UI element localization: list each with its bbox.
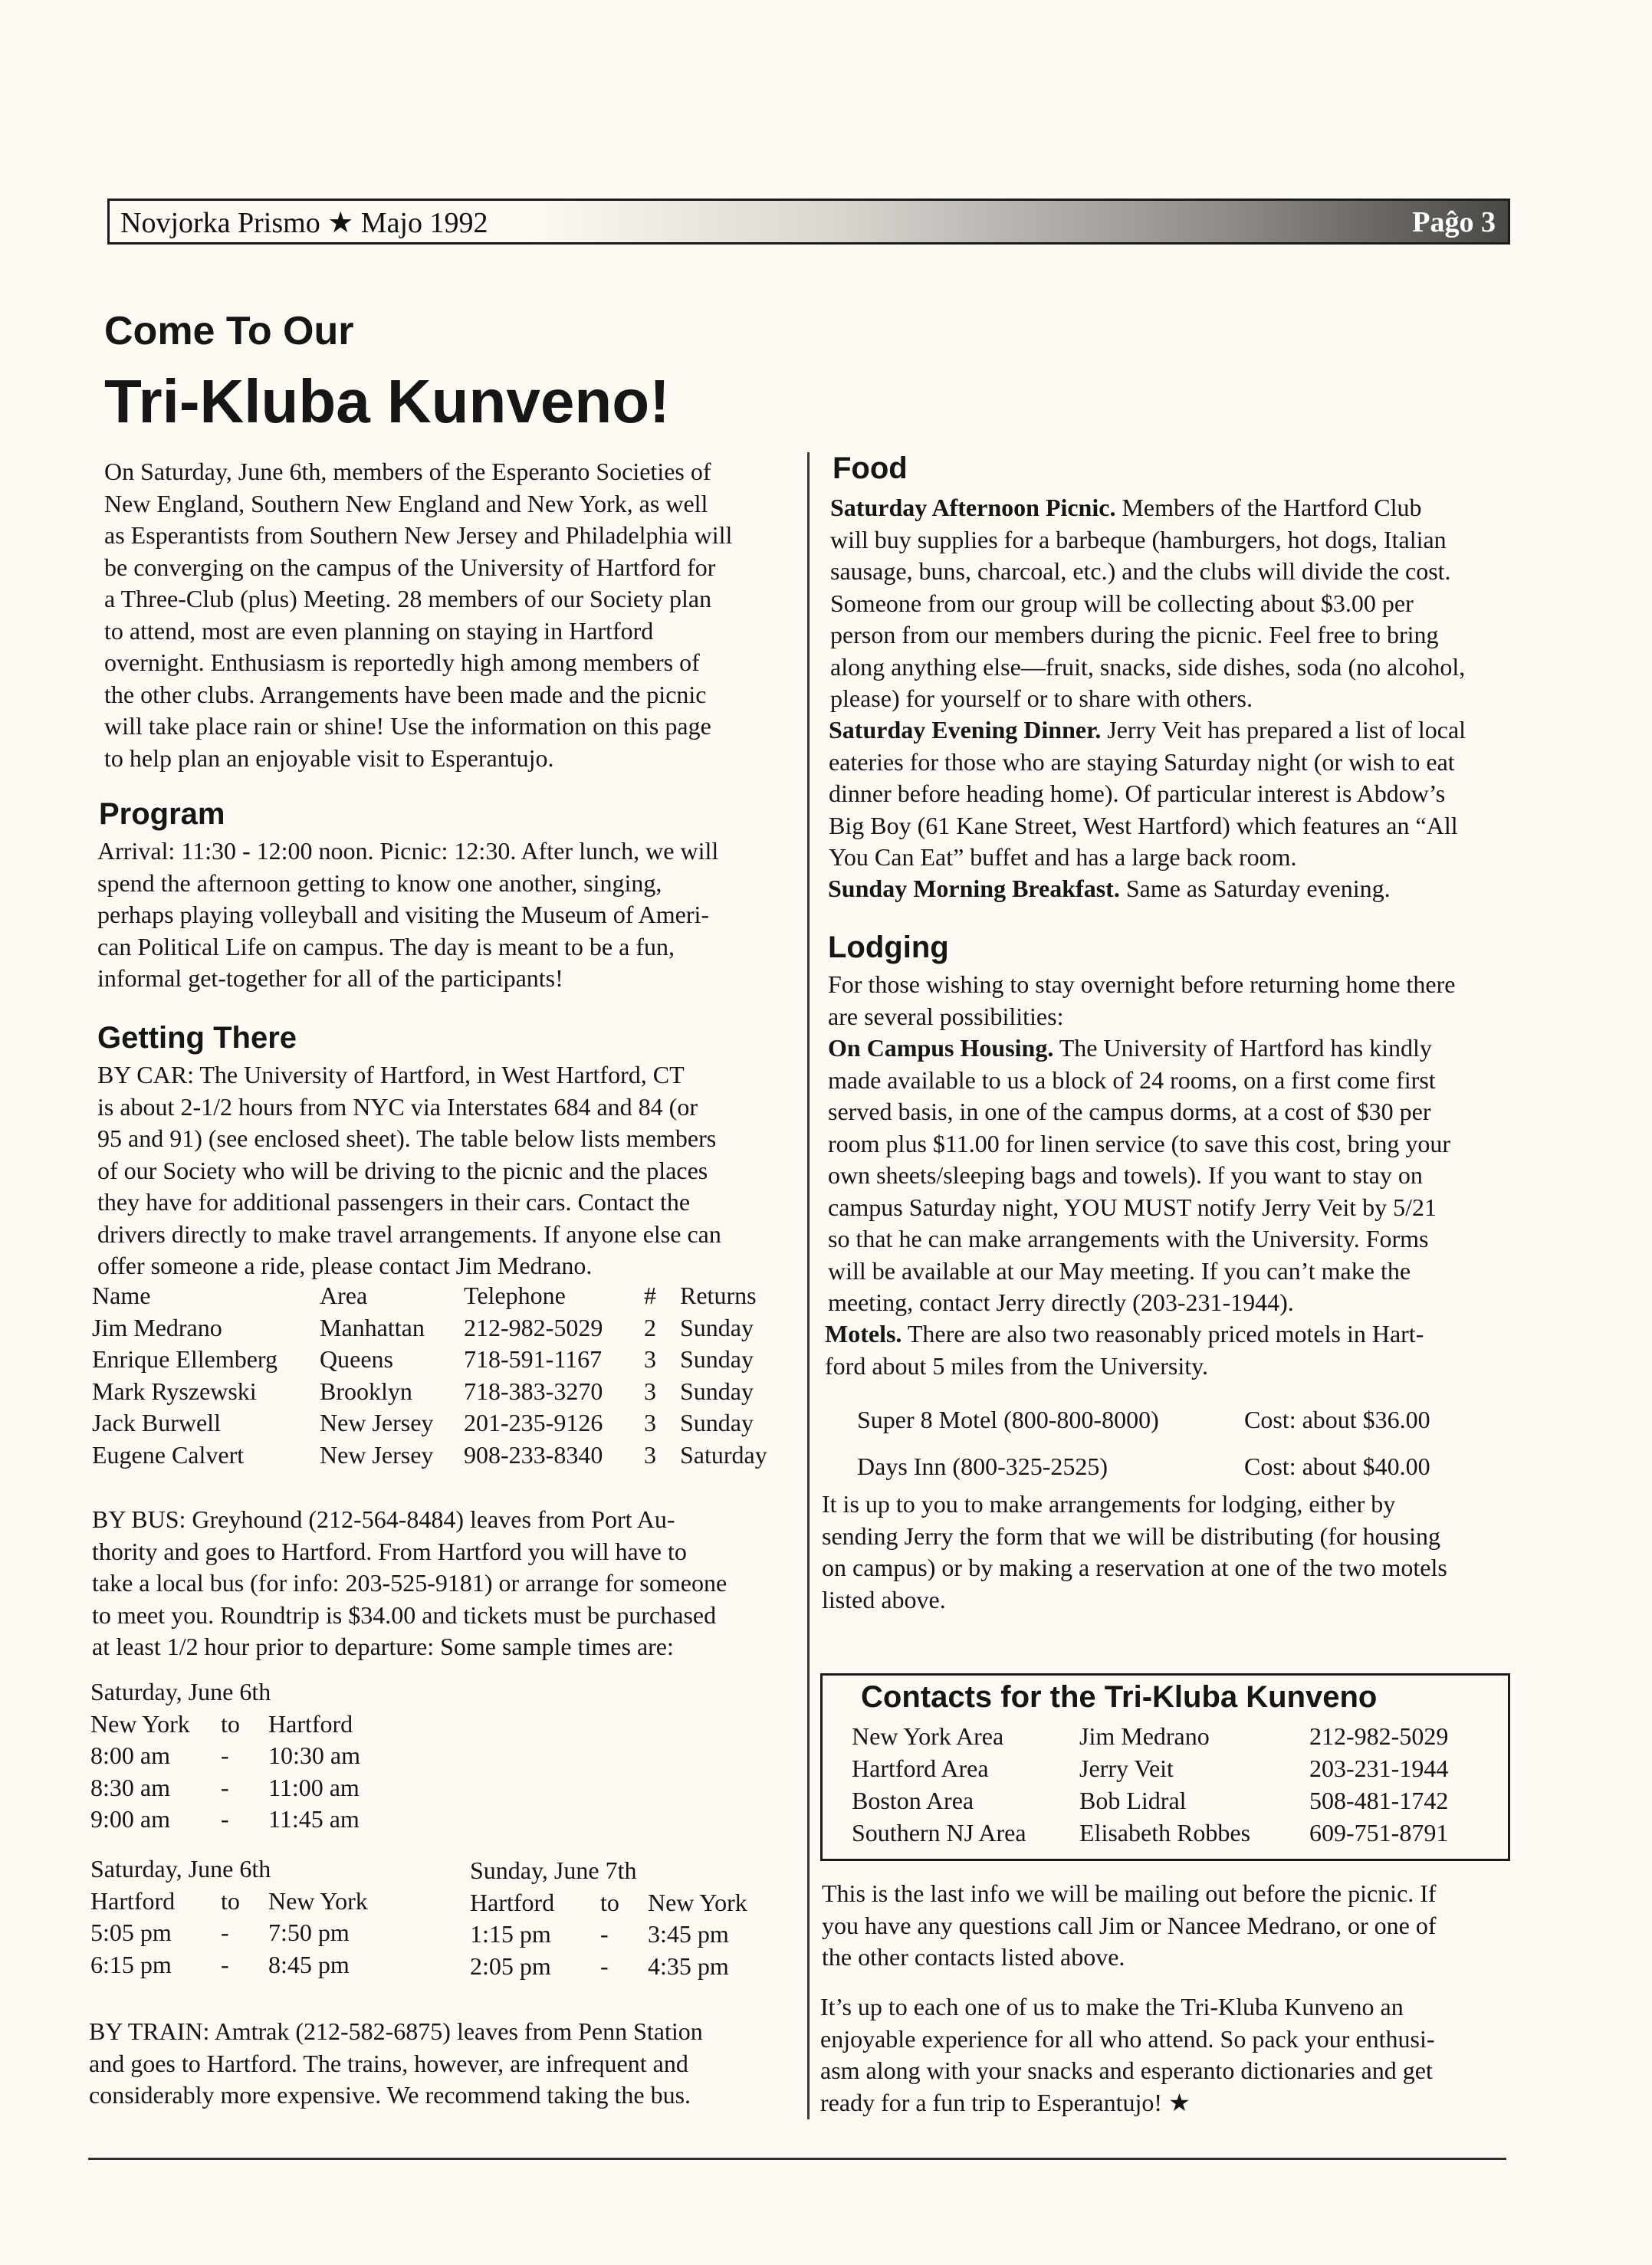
article-title: Tri-Kluba Kunveno! xyxy=(104,367,670,435)
schedule-title: Saturday, June 6th xyxy=(90,1855,271,1883)
lodging-intro: For those wishing to stay overnight before returning home there are several possibilities: xyxy=(828,970,1456,1030)
lodging-closing-paragraph: It is up to you to make arrangements for lodging, either by sending Jerry the form that we will be distributing (for housing on campus) or by making a reservation at one of the two motels listed above. xyxy=(822,1490,1447,1613)
lodging-motels-paragraph: Motels. There are also two reasonably priced motels in Hart- ford about 5 miles from the University. xyxy=(825,1320,1424,1380)
list-item: Super 8 Motel (800-800-8000) Cost: about $36.00 xyxy=(857,1406,1430,1433)
table-row: Hartford Area Jerry Veit 203-231-1944 xyxy=(852,1755,1449,1782)
table-row: New York Area Jim Medrano 212-982-5029 xyxy=(852,1722,1449,1750)
contacts-table xyxy=(852,1720,1448,1849)
table-row: Eugene Calvert New Jersey 908-233-8340 3 Saturday xyxy=(92,1440,767,1469)
table-row: Southern NJ Area Elisabeth Robbes 609-751-8791 xyxy=(852,1819,1449,1846)
column-divider xyxy=(807,452,810,2119)
getting-there-heading: Getting There xyxy=(97,1021,297,1055)
by-bus-paragraph: BY BUS: Greyhound (212-564-8484) leaves from Port Au- thority and goes to Hartford. From Hartford you will have to take a local bus (for info: 203-525-9181) or arrange for someone to meet you. Roundtrip is $34.00 and tickets must be purchased at least 1/2 hour prior to departure: Some sample times are: xyxy=(92,1505,727,1660)
by-car-paragraph: BY CAR: The University of Hartford, in West Hartford, CT is about 2-1/2 hours from NYC via Interstates 684 and 84 (or 95 and 91) (see enclosed sheet). The table below lists members of our Society who will be driving to the picnic and the places they have for additional passengers in their cars. Contact the drivers directly to make travel arrangements. If anyone else can offer someone a ride, please contact Jim Medrano. xyxy=(97,1061,721,1279)
food-dinner-paragraph: Saturday Evening Dinner. Jerry Veit has prepared a list of local eateries for those who are staying Saturday night (or wish to eat dinner before heading home). Of particular interest is Abdow’s Big Boy (61 Kane Street, West Hartford) which features an “All You Can Eat” buffet and has a large back room. xyxy=(829,716,1466,871)
article-subtitle: Come To Our xyxy=(104,309,354,353)
food-heading: Food xyxy=(833,451,908,485)
schedule-title: Saturday, June 6th xyxy=(90,1678,271,1705)
table-row: Jack Burwell New Jersey 201-235-9126 3 Sunday xyxy=(92,1409,754,1436)
table-row: Enrique Ellemberg Queens 718-591-1167 3 Sunday xyxy=(92,1345,754,1373)
lodging-heading: Lodging xyxy=(828,931,949,964)
page-number: Paĝo 3 xyxy=(1412,206,1496,238)
contacts-title: Contacts for the Tri-Kluba Kunveno xyxy=(861,1680,1378,1714)
intro-paragraph: On Saturday, June 6th, members of the Esperanto Societies of New England, Southern New England and New York, as well as Esperantists from Southern New Jersey and Philadelphia will be converging on the campus of the University of Hartford for a Three-Club (plus) Meeting. 28 members of our Society plan to attend, most are even planning on staying in Hartford overnight. Enthusiasm is reportedly high among members of the other clubs. Arrangements have been made and the picnic will take place rain or shine! Use the information on this page to help plan an enjoyable visit to Esperantujo. xyxy=(104,458,733,772)
program-heading: Program xyxy=(99,797,225,831)
table-header-row: Name Area Telephone # Returns xyxy=(92,1282,757,1309)
bus-schedule-sat-to-hartford: Saturday, June 6th New York to Hartford 8:00 am - 10:30 am 8:30 am - 11:00 am 9:00 am - 11:45 am xyxy=(90,1678,360,1833)
closing-paragraph-1: This is the last info we will be mailing out before the picnic. If you have any questions call Jim or Nancee Medrano, or one of the other contacts listed above. xyxy=(822,1879,1437,1971)
closing-paragraph-2: It’s up to each one of us to make the Tri-Kluba Kunveno an enjoyable experience for all who attend. So pack your enthusi- asm along with your snacks and esperanto dictionaries and get ready for a fun trip to Esperantujo! ★ xyxy=(820,1993,1435,2116)
lodging-campus-paragraph: On Campus Housing. The University of Hartford has kindly made available to us a block of 24 rooms, on a first come first served basis, in one of the campus dorms, at a cost of $30 per room plus $11.00 for linen service (to save this cost, bring your own sheets/sleeping bags and towels). If you want to stay on campus Saturday night, YOU MUST notify Jerry Veit by 5/21 so that he can make arrangements with the University. Forms will be available at our May meeting. If you can’t make the meeting, contact Jerry directly (203-231-1944). xyxy=(828,1034,1450,1316)
table-row: Boston Area Bob Lidral 508-481-1742 xyxy=(852,1787,1449,1814)
bus-schedule-sun-to-newyork: Sunday, June 7th Hartford to New York 1:15 pm - 3:45 pm 2:05 pm - 4:35 pm xyxy=(470,1856,747,1980)
food-picnic-paragraph: Saturday Afternoon Picnic. Members of the Hartford Club will buy supplies for a barbeque (hamburgers, hot dogs, Italian sausage, buns, charcoal, etc.) and the clubs will divide the cost. Someone from our group will be collecting about $3.00 per person from our members during the picnic. Feel free to bring along anything else—fruit, snacks, side dishes, soda (no alcohol, please) for yourself or to share with others. xyxy=(830,494,1466,712)
page-header xyxy=(107,199,1510,245)
bus-schedule-sat-to-newyork: Saturday, June 6th Hartford to New York 5:05 pm - 7:50 pm 6:15 pm - 8:45 pm xyxy=(90,1855,368,1978)
schedule-title: Sunday, June 7th xyxy=(470,1856,637,1884)
publication-title: Novjorka Prismo ★ Majo 1992 xyxy=(120,207,488,239)
bottom-divider xyxy=(88,2158,1506,2160)
food-breakfast-paragraph: Sunday Morning Breakfast. Same as Saturday evening. xyxy=(828,875,1391,902)
table-row: Jim Medrano Manhattan 212-982-5029 2 Sunday xyxy=(92,1313,754,1341)
drivers-table xyxy=(92,1280,797,1471)
contacts-box xyxy=(820,1673,1510,1861)
list-item: Days Inn (800-325-2525) Cost: about $40.00 xyxy=(857,1453,1430,1480)
program-paragraph: Arrival: 11:30 - 12:00 noon. Picnic: 12:30. After lunch, we will spend the afternoon getting to know one another, singing, perhaps playing volleyball and visiting the Museum of Ameri- can Political Life on campus. The day is meant to be a fun, informal get-together for all of the participants! xyxy=(97,837,719,992)
table-row: Mark Ryszewski Brooklyn 718-383-3270 3 Sunday xyxy=(92,1377,754,1405)
motel-list xyxy=(857,1397,1430,1490)
by-train-paragraph: BY TRAIN: Amtrak (212-582-6875) leaves from Penn Station and goes to Hartford. The trains, however, are infrequent and considerably more expensive. We recommend taking the bus. xyxy=(89,2017,703,2109)
